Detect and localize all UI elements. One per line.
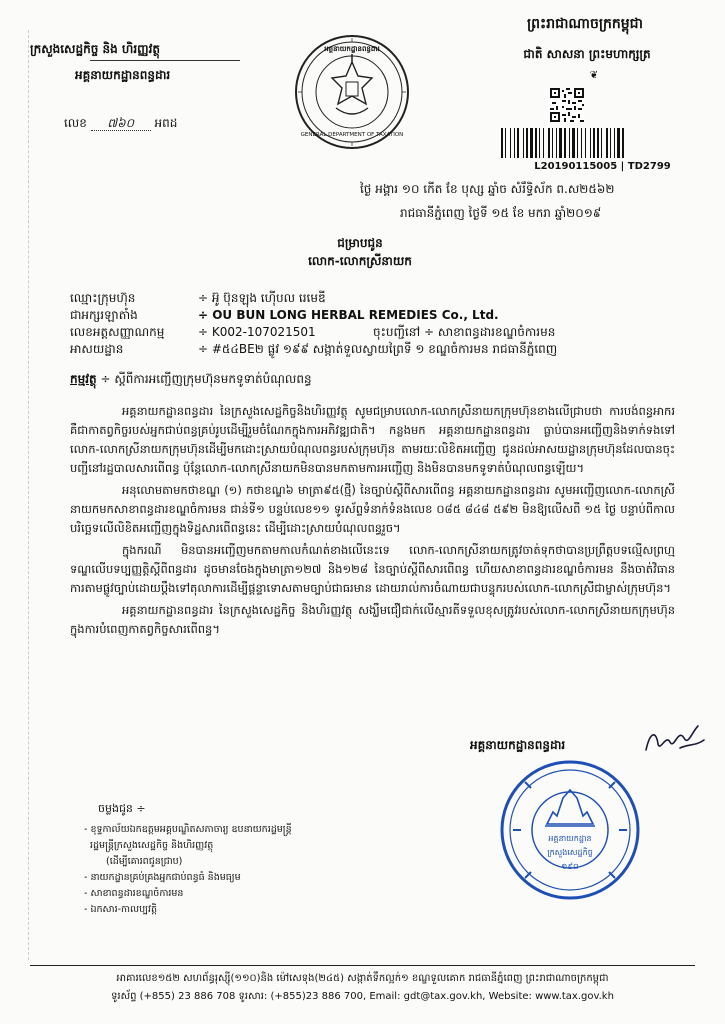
cc-item: (ដើម្បីគោរពជូនជ្រាប) bbox=[106, 856, 183, 867]
document-number bbox=[64, 116, 264, 131]
page-margin-line bbox=[28, 30, 29, 960]
ministry-underline bbox=[90, 60, 240, 61]
qr-code bbox=[550, 88, 584, 122]
cc-item: - នាយកដ្ឋានគ្រប់គ្រងអ្នកជាប់ពន្ធធំ និងមធ្យម bbox=[84, 872, 241, 883]
body-paragraph-4: អគ្គនាយកដ្ឋានពន្ធដារ នៃក្រសួងសេដ្ឋកិច្ច និងហិរញ្ញវត្ថុ សង្ឃឹមជឿជាក់លើស្មារតីទទួលខុសត្រូវរបស់លោក-លោកស្រីនាយកក្រុមហ៊ុន ក្នុងការបំពេញកាតព្វកិច្ចសារពើពន្ធ។ bbox=[70, 603, 675, 636]
signatory-title: អគ្គនាយកដ្ឋានពន្ធដារ bbox=[470, 738, 566, 752]
ministry-name: ក្រសួងសេដ្ឋកិច្ច និង ហិរញ្ញវត្ថុ bbox=[30, 42, 160, 56]
body-paragraph-1: អគ្គនាយកដ្ឋានពន្ធដារ នៃក្រសួងសេដ្ឋកិច្ចនិងហិរញ្ញវត្ថុ សូមជម្រាបលោក-លោកស្រីនាយកក្រុមហ៊ុនខាងលើជ្រាបថា ការបង់ពន្ធអាករគឺជាកាតព្វកិច្ចរបស់អ្នកជាប់ពន្ធគ្រប់រូបដើម្បីរួមចំណែកក្នុងការអភិវឌ្ឍជាតិ។ កន្លងមក អគ្គនាយកដ្ឋានពន្ធដារ ធ្លាប់បានអញ្ជើញនិងទាក់ទងទៅលោក-លោកស្រីនាយកក្រុមហ៊ុនដើម្បីមកដោះស្រាយបំណុលពន្ធរបស់ក្រុមហ៊ុន តាមរយៈលិខិតអញ្ជើញ ជូនដល់អាសយដ្ឋានក្រុមហ៊ុនដែលបានចុះបញ្ជីនៅរដ្ឋបាលសារពើពន្ធ ប៉ុន្តែលោក-លោកស្រីនាយកមិនបានមកតាមការអញ្ជើញ និងមិនបានមកទូទាត់បំណុលពន្ធឡើយ។ bbox=[70, 404, 675, 475]
cc-item: - ខុទ្ទកាល័យឯកឧត្តមអគ្គបណ្ឌិតសភាចារ្យ ឧបនាយករដ្ឋមន្រ្តី bbox=[84, 824, 292, 835]
body-paragraph-3: ក្នុងករណី មិនបានអញ្ជើញមកតាមកាលកំណត់ខាងលើនេះទេ លោក-លោកស្រីនាយកត្រូវចាត់ទុកថាបានប្រព្រឹត្តបទល្មើសព្រហ្មទណ្ឌលើបទប្បញ្ញត្តិស្តីពីពន្ធដារ ដូចមានចែងក្នុងមាត្រា១២៧ និង១២៨ នៃច្បាប់ស្តីពីសារពើពន្ធ ហើយសាខាពន្ធដារខណ្ឌចំការមន នឹងចាត់វិធានការតាមផ្លូវច្បាប់ដោយប្តឹងទៅតុលាការដើម្បីផ្តន្ទាទោសតាមច្បាប់ជាធរមាន ដោយរាល់ការចំណាយជាបន្ទុករបស់លោក-លោកស្រីជាម្ចាស់ក្រុមហ៊ុន។ bbox=[70, 543, 675, 595]
cc-list bbox=[84, 822, 384, 918]
info-value-latin-name: ÷ OU BUN LONG HERBAL REMEDIES Co., Ltd. bbox=[198, 308, 499, 322]
lunar-date: ថ្ងៃ អង្គារ ១០ កើត ខែ បុស្ស ឆ្នាំច សំរឹទ្ធិស័ក ព.ស២៥៦២ bbox=[360, 182, 615, 196]
subject-label: កម្មវត្ថុ bbox=[70, 372, 97, 386]
cc-item: - ឯកសារ-កាលប្បវត្តិ bbox=[84, 904, 158, 915]
cc-label: ចម្លងជូន ÷ bbox=[98, 802, 146, 815]
info-value-address: ÷ #៥៤BE២ ផ្លូវ ១៩៩ សង្កាត់ទួលស្វាយព្រៃទី ១ ខណ្ឌចំការមន រាជធានីភ្នំពេញ bbox=[198, 342, 558, 356]
footer-contact: ទូរស័ព្ទ (+855) 23 886 708 ទូរសារ: (+855)23 886 700, Email: gdt@tax.gov.kh, Website: www.tax.gov.kh bbox=[111, 991, 614, 1002]
to-label: ជម្រាបជូន bbox=[337, 236, 383, 250]
seal-ministry-label: ក្រសួងសេដ្ឋកិច្ច bbox=[547, 848, 593, 857]
body-paragraph-2: អនុលោមតាមកថាខណ្ឌ (១) កថាខណ្ឌ៦ មាត្រា៩៥(ថ្មី) នៃច្បាប់ស្តីពីសារពើពន្ធ អគ្គនាយកដ្ឋានពន្ធដារ សូមអញ្ជើញលោក-លោកស្រីនាយកមកសាខាពន្ធដារខណ្ឌចំការមន ជាន់ទី១ បន្ទប់លេខ១១ ទូរស័ព្ទទំនាក់ទំនងលេខ ០៨៥ ៨៤៨ ៥៩២ មិនឱ្យលើសពី ១៥ ថ្ងៃ បន្ទាប់ពីកាលបរិច្ឆេទលើលិខិតអញ្ជើញក្នុងទិដ្ឋសារពើពន្ធនេះ ដើម្បីដោះស្រាយបំណុលពន្ធរួច។ bbox=[70, 483, 675, 535]
seal-top-text: អគ្គនាយកដ្ឋានពន្ធដារ bbox=[324, 45, 380, 53]
seal-number: ១៩០ bbox=[561, 862, 579, 871]
info-label-tin: លេខអត្តសញ្ញាណកម្ម bbox=[70, 325, 165, 339]
doc-number-prefix: លេខ bbox=[64, 116, 87, 130]
info-value-registered-at: ចុះបញ្ជីនៅ ÷ សាខាពន្ធដារខណ្ឌចំការមន bbox=[373, 325, 556, 339]
info-label-latin-name: ជាអក្សរឡាតាំង bbox=[70, 308, 138, 322]
official-blue-seal bbox=[485, 752, 655, 902]
info-value-tin: ÷ K002-107021501 bbox=[198, 325, 316, 339]
seal-bottom-text: GENERAL DEPARTMENT OF TAXATION bbox=[300, 132, 404, 138]
info-label-company-name: ឈ្មោះក្រុមហ៊ុន bbox=[70, 291, 136, 305]
letter-body bbox=[70, 402, 675, 642]
footer-address: អាគារលេខ១៥២ សហព័ន្ធរុស្ស៊ី(១១០)និង ម៉ៅសេទុង(២៤៥) សង្កាត់ទឹកល្អក់១ ខណ្ឌទួលគោក រាជធានីភ្នំពេញ ព្រះរាជាណាចក្រកម្ពុជា bbox=[116, 973, 609, 984]
barcode bbox=[500, 128, 705, 158]
motto-ornament: ❦ bbox=[589, 70, 601, 81]
info-value-company-name: ÷ អ៊ូ ប៊ុនឡុង ហ៊ើបល រេមេឌី bbox=[198, 291, 326, 305]
national-motto: ជាតិ សាសនា ព្រះមហាក្សត្រ bbox=[523, 47, 651, 61]
seal-center-label: អគ្គនាយកដ្ឋាន bbox=[548, 834, 592, 843]
footer-divider bbox=[30, 965, 695, 966]
cc-item: - សាខាពន្ធដារខណ្ឌចំការមន bbox=[84, 888, 184, 899]
department-name: អគ្គនាយកដ្ឋានពន្ធដារ bbox=[75, 68, 171, 82]
solar-date: រាជធានីភ្នំពេញ ថ្ងៃទី ១៥ ខែ មករា ឆ្នាំ២០១៩ bbox=[400, 206, 602, 220]
cc-item: រដ្ឋមន្រ្តីក្រសួងសេដ្ឋកិច្ច និងហិរញ្ញវត្ថុ bbox=[90, 840, 214, 851]
subject-line bbox=[70, 372, 670, 386]
recipient-name: លោក-លោកស្រីនាយក bbox=[308, 254, 412, 268]
doc-number-value: ៧៦០ bbox=[91, 116, 151, 131]
seal-center-text bbox=[535, 832, 605, 874]
subject-text: ÷ ស្តីពីការអញ្ជើញក្រុមហ៊ុនមកទូទាត់បំណុលពន្ធ bbox=[100, 372, 312, 386]
barcode-number: L20190115005 | TD2799 bbox=[534, 161, 671, 172]
doc-number-suffix: អពដ bbox=[154, 116, 178, 130]
info-label-address: អាសយដ្ឋាន bbox=[70, 342, 124, 356]
kingdom-name: ព្រះរាជាណាចក្រកម្ពុជា bbox=[526, 16, 643, 32]
